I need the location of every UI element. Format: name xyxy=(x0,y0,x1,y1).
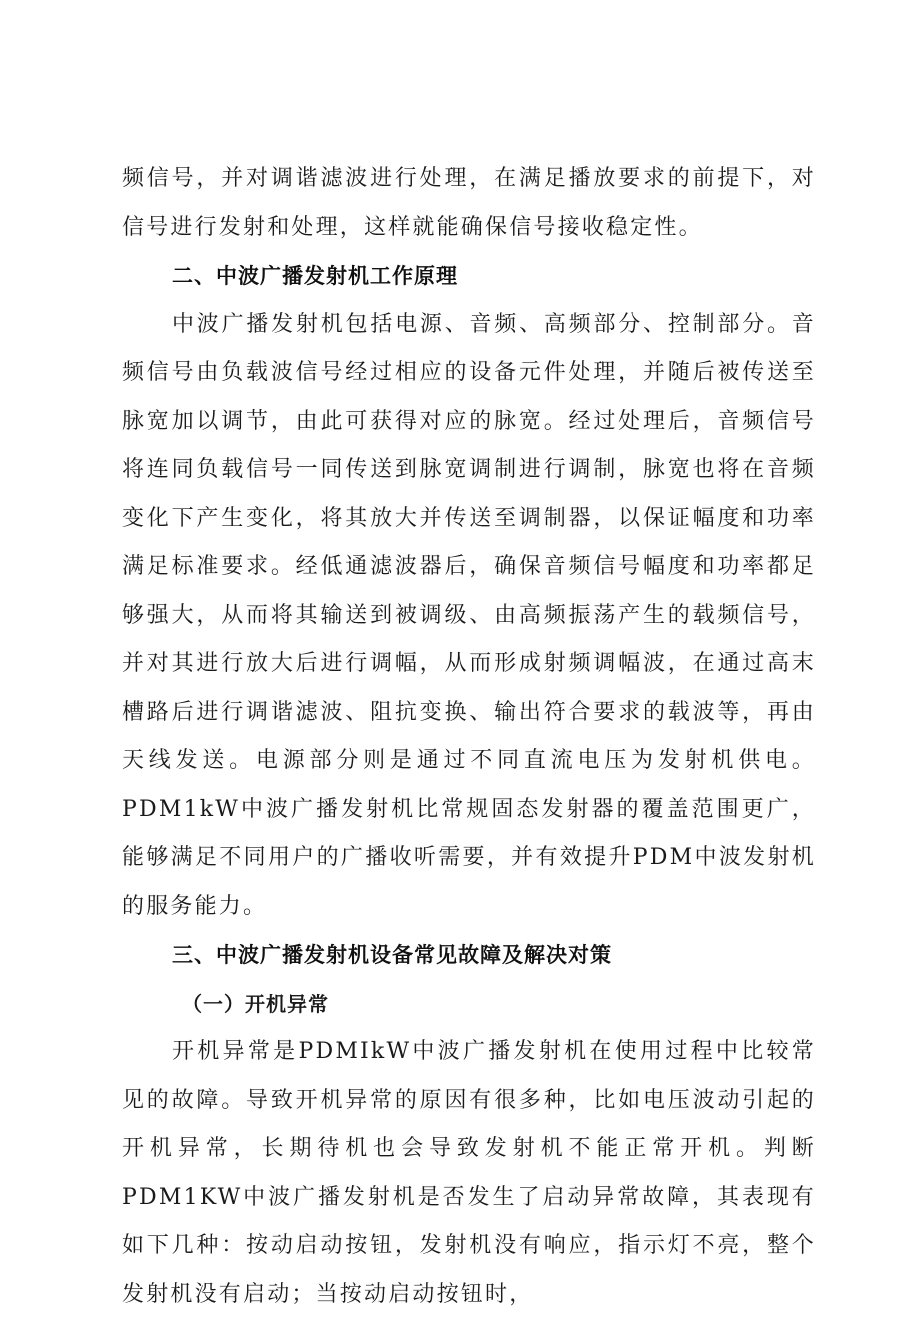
section-2-paragraph: 中波广播发射机包括电源、音频、高频部分、控制部分。音频信号由负载波信号经过相应的设备元件处理，并随后被传送至脉宽加以调节，由此可获得对应的脉宽。经过处理后，音频信号将连同负载信号一同传送到脉宽调制进行调制，脉宽也将在音频变化下产生变化，将其放大并传送至调制器，以保证幅度和功率满足标准要求。经低通滤波器后，确保音频信号幅度和功率都足够强大，从而将其输送到被调级、由高频振荡产生的载频信号，并对其进行放大后进行调幅，从而形成射频调幅波，在通过高末槽路后进行调谐滤波、阻抗变换、输出符合要求的载波等，再由天线发送。电源部分则是通过不同直流电压为发射机供电。PDM1kW中波广播发射机比常规固态发射器的覆盖范围更广，能够满足不同用户的广播收听需要，并有效提升PDM中波发射机的服务能力。 xyxy=(122,311,816,919)
section-3-subheading: （一）开机异常 xyxy=(182,991,329,1016)
section-3-heading: 三、中波广播发射机设备常见故障及解决对策 xyxy=(172,943,612,967)
intro-paragraph: 频信号，并对调谐滤波进行处理，在满足播放要求的前提下，对信号进行发射和处理，这样就能确保信号接收稳定性。 xyxy=(122,166,816,240)
section-3-paragraph: 开机异常是PDMIkW中波广播发射机在使用过程中比较常见的故障。导致开机异常的原因有很多种，比如电压波动引起的开机异常，长期待机也会导致发射机不能正常开机。判断PDM1KW中波广播发射机是否发生了启动异常故障，其表现有如下几种：按动启动按钮，发射机没有响应，指示灯不亮，整个发射机没有启动；当按动启动按钮时， xyxy=(122,1039,816,1307)
section-2-heading: 二、中波广播发射机工作原理 xyxy=(172,264,458,288)
